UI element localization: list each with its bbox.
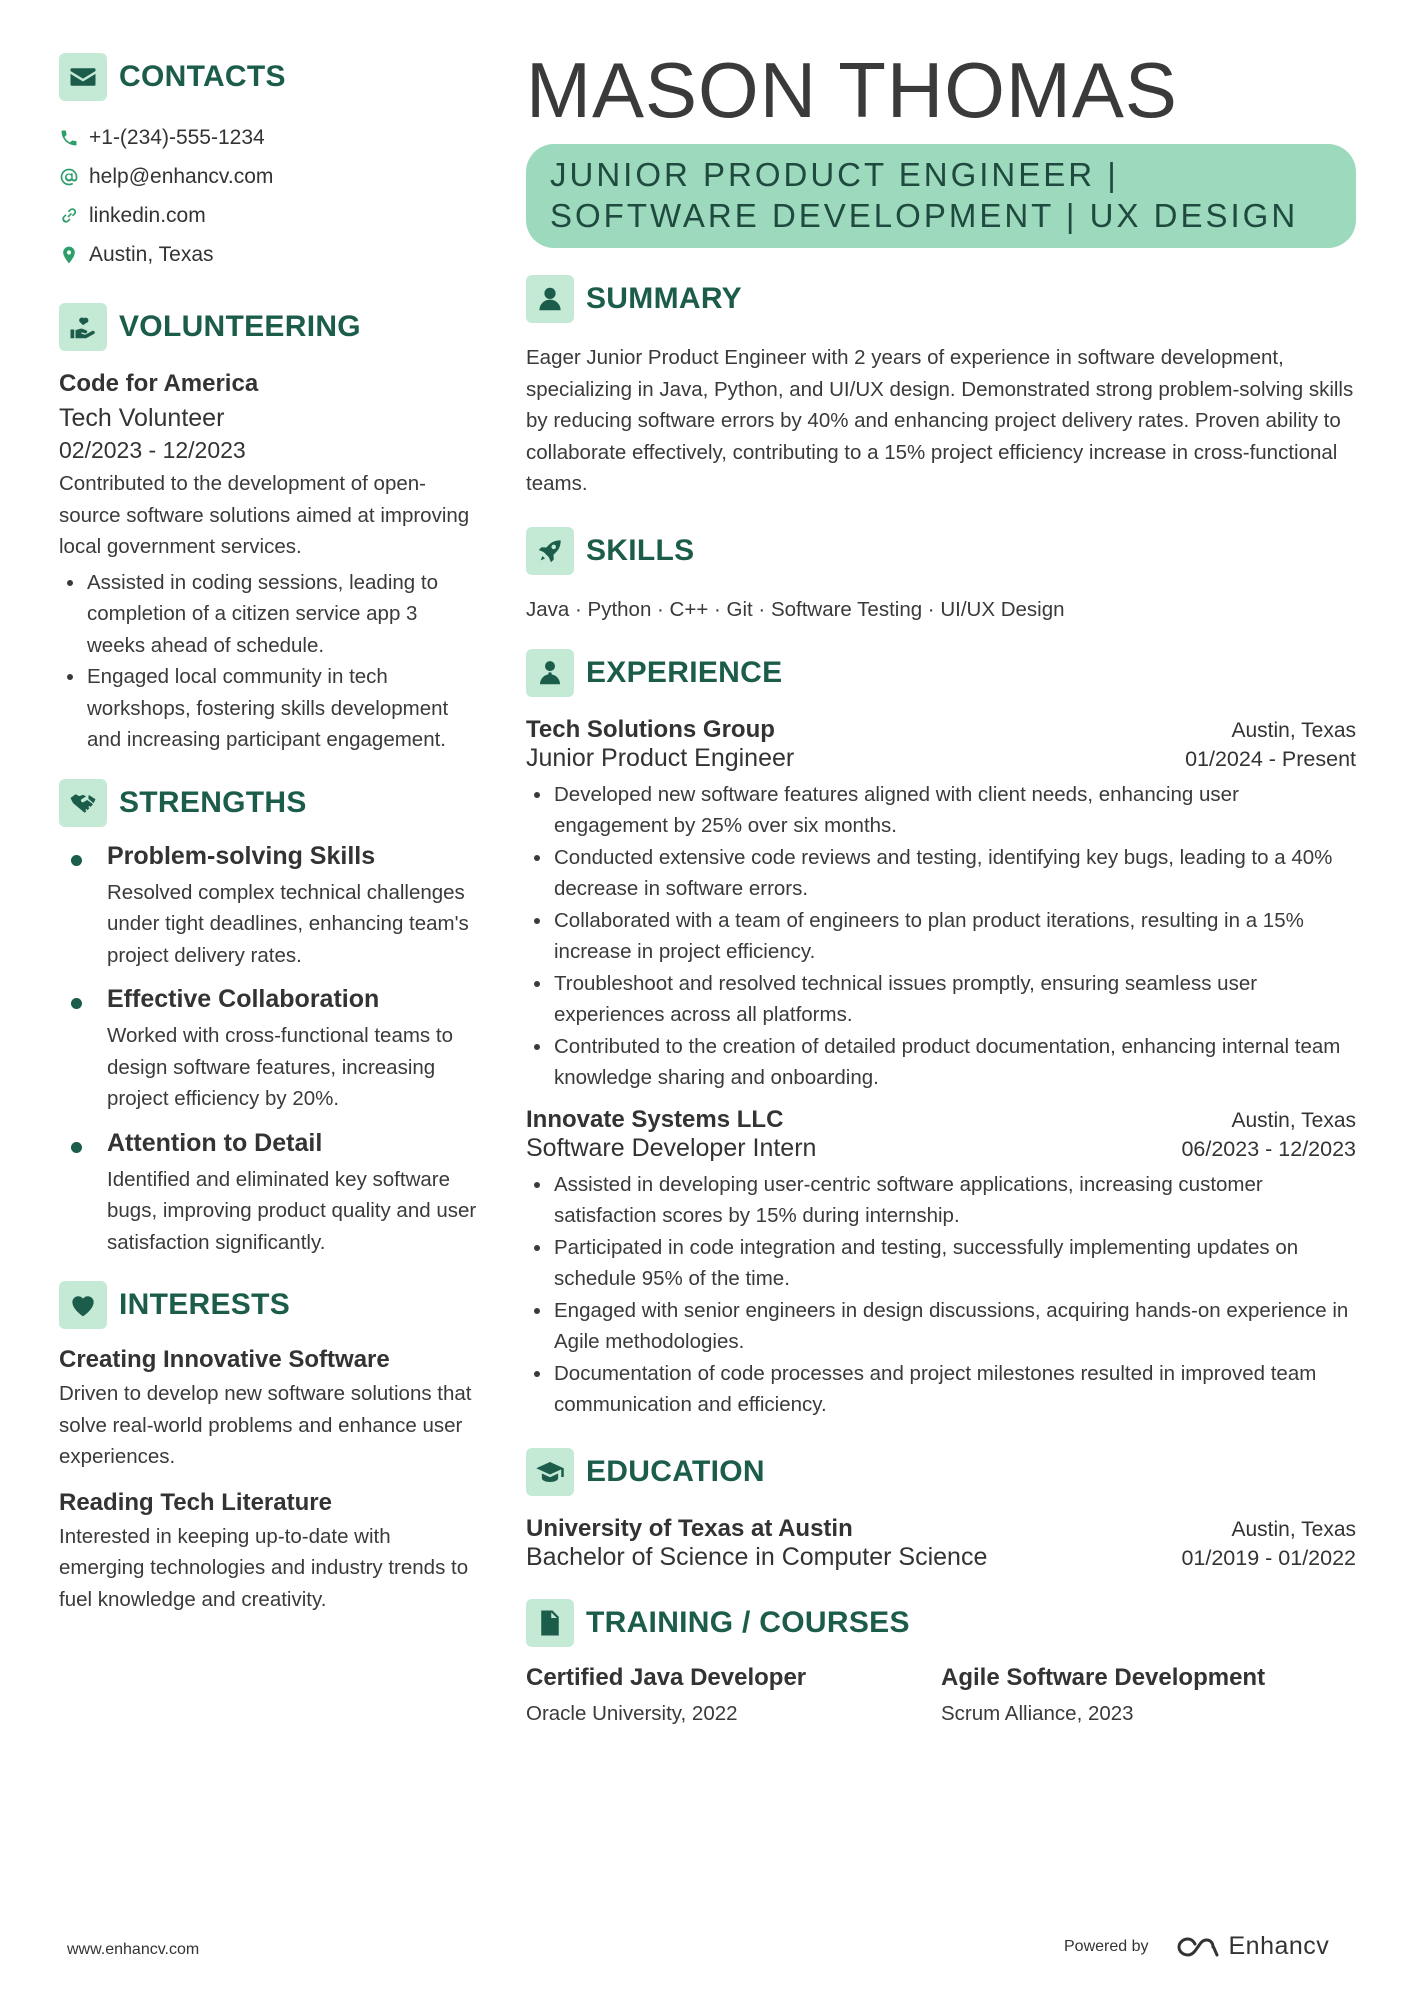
strengths-title: STRENGTHS	[119, 785, 307, 819]
left-column	[59, 52, 479, 1615]
rocket-icon	[526, 527, 574, 575]
job-bullets	[526, 1169, 1356, 1421]
linkedin-text: linkedin.com	[89, 203, 206, 227]
course-provider: Scrum Alliance, 2023	[941, 1701, 1134, 1725]
job-dates: 01/2024 - Present	[1185, 746, 1356, 771]
list-item: Conducted extensive code reviews and testing, identifying key bugs, leading to a 40% decrease in software errors.	[526, 842, 1356, 905]
map-pin-icon	[59, 245, 79, 265]
job-bullets	[526, 779, 1356, 1094]
job-dates: 06/2023 - 12/2023	[1181, 1136, 1356, 1161]
job-company: Innovate Systems LLC	[526, 1105, 784, 1133]
list-item: Engaged local community in tech workshops, fostering skills development and increasing participant engagement.	[59, 661, 479, 756]
at-sign-icon	[59, 167, 79, 187]
location-text: Austin, Texas	[89, 242, 214, 266]
job-location: Austin, Texas	[1231, 1108, 1356, 1132]
bullet-dot	[71, 855, 82, 866]
education-entry	[526, 1515, 1356, 1572]
course-provider: Oracle University, 2022	[526, 1701, 738, 1725]
heart-icon	[59, 1281, 107, 1329]
list-item: Participated in code integration and testing, successfully implementing updates on schedule 95% of the time.	[526, 1232, 1356, 1295]
contact-list	[59, 118, 479, 274]
interest-title: Creating Innovative Software	[59, 1346, 390, 1373]
strength-item	[59, 985, 479, 1115]
contact-email[interactable]	[59, 157, 479, 196]
job-company: Tech Solutions Group	[526, 715, 775, 743]
job-entry	[526, 1106, 1356, 1421]
brand-name: Enhancv	[1228, 1932, 1330, 1960]
candidate-name: MASON THOMAS	[526, 46, 1178, 134]
volunteer-bullets	[59, 567, 479, 756]
document-icon	[526, 1599, 574, 1647]
education-degree-row	[526, 1543, 1356, 1572]
interest-title: Reading Tech Literature	[59, 1488, 332, 1516]
education-header	[526, 1447, 1356, 1497]
volunteering-title: VOLUNTEERING	[119, 310, 361, 343]
volunteer-organization: Code for America	[59, 370, 259, 397]
link-icon	[59, 206, 79, 226]
contacts-title: CONTACTS	[119, 60, 286, 93]
user-icon	[526, 275, 574, 323]
job-header-row	[526, 716, 1356, 744]
job-title-row	[526, 1134, 1356, 1163]
footer-branding	[1064, 1932, 1329, 1961]
interests-title: INTERESTS	[119, 1288, 291, 1321]
degree: Bachelor of Science in Computer Science	[526, 1542, 988, 1571]
job-entry	[526, 716, 1356, 1094]
handshake-icon	[59, 779, 107, 827]
strength-description: Resolved complex technical challenges under tight deadlines, enhancing team's project delivery rates.	[107, 880, 469, 967]
interest-description: Driven to develop new software solutions that solve real-world problems and enhance user experiences.	[59, 1382, 472, 1468]
contacts-header	[59, 52, 479, 102]
summary-title: SUMMARY	[586, 282, 742, 315]
list-item: Developed new software features aligned with client needs, enhancing user engagement by 25% over six months.	[526, 779, 1356, 842]
hand-heart-icon	[59, 303, 107, 351]
list-item: Documentation of code processes and project milestones resulted in improved team communication and efficiency.	[526, 1358, 1356, 1421]
list-item: Troubleshoot and resolved technical issues promptly, ensuring seamless user experiences across all platforms.	[526, 968, 1356, 1031]
job-header-row	[526, 1106, 1356, 1134]
job-location: Austin, Texas	[1231, 718, 1356, 742]
strengths-header	[59, 778, 479, 828]
bullet-dot	[71, 998, 82, 1009]
headline-banner: JUNIOR PRODUCT ENGINEER | SOFTWARE DEVELOPMENT | UX DESIGN	[526, 144, 1356, 248]
volunteer-description: Contributed to the development of open-source software solutions aimed at improving local government services.	[59, 472, 470, 558]
graduation-cap-icon	[526, 1448, 574, 1496]
course-list	[526, 1664, 1356, 1726]
volunteer-role: Tech Volunteer	[59, 404, 225, 432]
strength-description: Identified and eliminated key software bugs, improving product quality and user satisfaction significantly.	[107, 1167, 477, 1254]
course-title: Agile Software Development	[941, 1663, 1266, 1691]
list-item: Collaborated with a team of engineers to plan product iterations, resulting in a 15% increase in project efficiency.	[526, 905, 1356, 968]
course-item	[526, 1664, 941, 1726]
volunteer-dates: 02/2023 - 12/2023	[59, 437, 246, 463]
school-name: University of Texas at Austin	[526, 1514, 853, 1542]
interest-description: Interested in keeping up-to-date with emerging technologies and industry trends to fuel knowledge and creativity.	[59, 1524, 469, 1611]
job-title: Software Developer Intern	[526, 1133, 817, 1162]
strength-title: Attention to Detail	[107, 1128, 323, 1157]
bullet-dot	[71, 1142, 82, 1153]
experience-header	[526, 648, 1356, 698]
interests-header	[59, 1280, 479, 1330]
list-item: Engaged with senior engineers in design discussions, acquiring hands-on experience in Agile methodologies.	[526, 1295, 1356, 1358]
strength-title: Effective Collaboration	[107, 985, 380, 1013]
course-item	[941, 1664, 1356, 1726]
email-text: help@enhancv.com	[89, 164, 274, 188]
skills-title: SKILLS	[586, 533, 695, 567]
summary-text: Eager Junior Product Engineer with 2 years of experience in software development, specializing in Java, Python, and UI/UX design. Demonstrated strong problem-solving skills by reducing software errors by 40% and enhancing project delivery rates. Proven ability to collaborate effectively, contributing to a 15% project efficiency increase in cross-functional teams.	[526, 346, 1354, 495]
strength-description: Worked with cross-functional teams to design software features, increasing project efficiency by 20%.	[107, 1024, 453, 1110]
experience-title: EXPERIENCE	[586, 655, 783, 689]
education-title: EDUCATION	[586, 1454, 765, 1488]
envelope-icon	[59, 53, 107, 101]
strength-item	[59, 1129, 479, 1259]
list-item: Assisted in developing user-centric software applications, increasing customer satisfaction scores by 15% during internship.	[526, 1169, 1356, 1232]
job-title-row	[526, 744, 1356, 773]
footer-website[interactable]: www.enhancv.com	[67, 1941, 200, 1958]
training-header	[526, 1598, 1356, 1648]
skills-header	[526, 526, 1356, 576]
volunteering-header	[59, 302, 479, 352]
right-column	[526, 48, 1356, 1726]
contact-linkedin[interactable]	[59, 196, 479, 235]
contact-location	[59, 235, 479, 274]
list-item: Contributed to the creation of detailed product documentation, enhancing internal team knowledge sharing and onboarding.	[526, 1031, 1356, 1094]
list-item: Assisted in coding sessions, leading to completion of a citizen service app 3 weeks ahead of schedule.	[59, 567, 479, 662]
strength-item	[59, 842, 479, 972]
education-header-row	[526, 1515, 1356, 1543]
school-location: Austin, Texas	[1231, 1517, 1356, 1541]
strength-title: Problem-solving Skills	[107, 841, 376, 870]
contact-phone[interactable]	[59, 118, 479, 157]
education-dates: 01/2019 - 01/2022	[1181, 1545, 1356, 1570]
briefcase-user-icon	[526, 649, 574, 697]
phone-icon	[59, 128, 79, 148]
job-title: Junior Product Engineer	[526, 743, 795, 772]
course-title: Certified Java Developer	[526, 1663, 807, 1691]
training-title: TRAINING / COURSES	[586, 1605, 910, 1639]
powered-by-label: Powered by	[1064, 1937, 1149, 1955]
enhancv-logo-icon	[1175, 1935, 1221, 1959]
phone-text: +1-(234)-555-1234	[89, 125, 265, 149]
skills-list: Java · Python · C++ · Git · Software Testing · UI/UX Design	[526, 597, 1065, 621]
summary-header	[526, 274, 1356, 324]
